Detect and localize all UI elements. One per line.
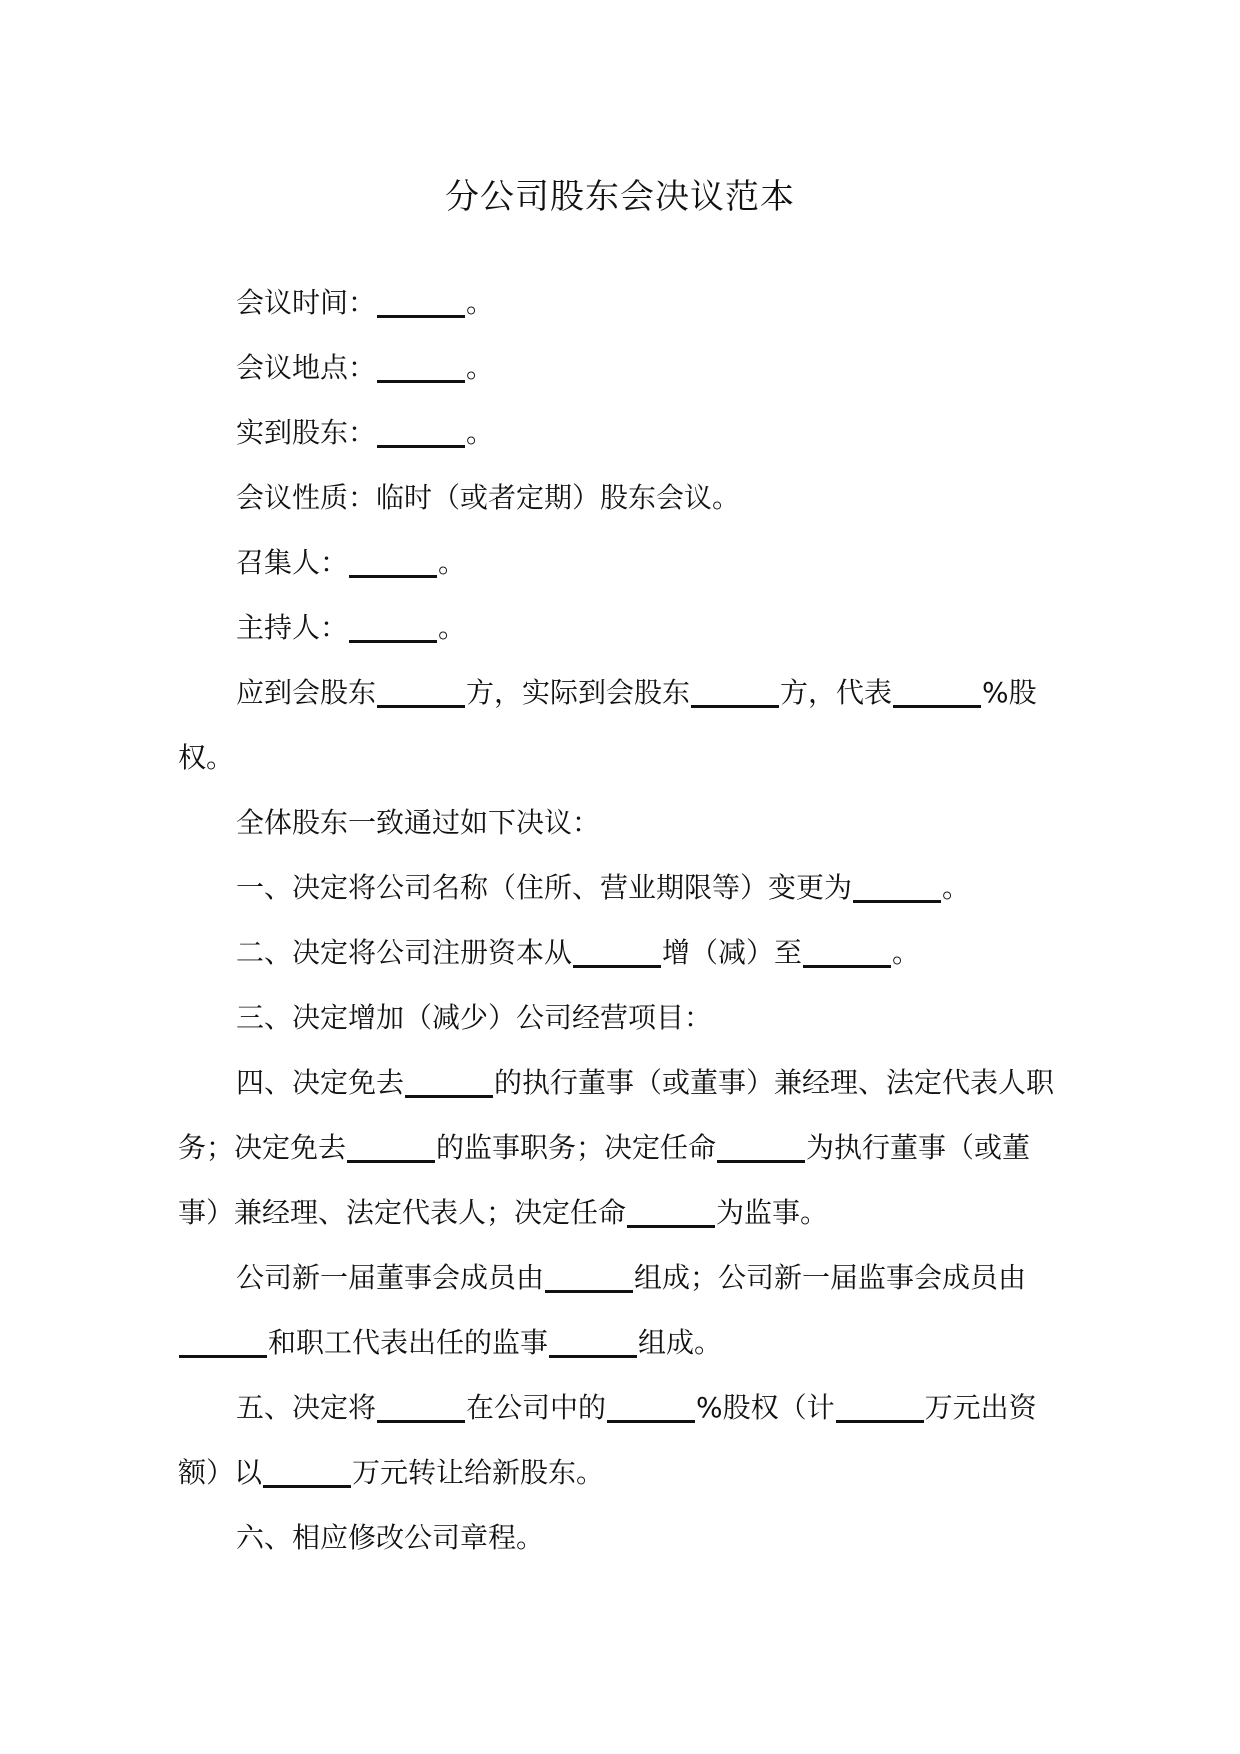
text: 实到股东： bbox=[236, 416, 377, 449]
text: 三、决定增加（减少）公司经营项目： bbox=[236, 1001, 713, 1034]
text: 方，实际到会股东 bbox=[466, 676, 691, 709]
text: 方，代表 bbox=[780, 676, 893, 709]
fill-blank bbox=[836, 1391, 924, 1423]
text: %股权。 bbox=[178, 676, 1037, 774]
resolution-intro-line bbox=[178, 790, 1068, 855]
text: 会议地点： bbox=[236, 351, 377, 384]
fill-blank bbox=[627, 1196, 715, 1228]
text: 的监事职务；决定任命 bbox=[436, 1131, 717, 1164]
fill-blank bbox=[717, 1131, 805, 1163]
text: 召集人： bbox=[236, 546, 349, 579]
document-title: 分公司股东会决议范本 bbox=[445, 177, 795, 217]
text: 万元出资额）以 bbox=[178, 1391, 1037, 1489]
resolution-item-2 bbox=[178, 920, 1068, 985]
fill-blank bbox=[545, 1261, 633, 1293]
fill-blank bbox=[349, 611, 437, 643]
text: 为监事。 bbox=[716, 1196, 829, 1229]
text: 二、决定将公司注册资本从 bbox=[236, 936, 573, 969]
text: 公司新一届董事会成员由 bbox=[236, 1261, 545, 1294]
shareholder-count-paragraph bbox=[178, 660, 1068, 790]
resolution-item-3 bbox=[178, 985, 1068, 1050]
fill-blank bbox=[179, 1326, 267, 1358]
text: 主持人： bbox=[236, 611, 349, 644]
meeting-location-line bbox=[178, 335, 1068, 400]
fill-blank bbox=[349, 546, 437, 578]
text: 应到会股东 bbox=[236, 676, 377, 709]
fill-blank bbox=[607, 1391, 695, 1423]
text: 全体股东一致通过如下决议： bbox=[236, 806, 601, 839]
text: 。 bbox=[892, 936, 921, 969]
document-body bbox=[178, 270, 1068, 1570]
fill-blank bbox=[377, 416, 465, 448]
fill-blank bbox=[377, 1391, 465, 1423]
fill-blank bbox=[263, 1456, 351, 1488]
text: 。 bbox=[466, 416, 495, 449]
resolution-item-1 bbox=[178, 855, 1068, 920]
fill-blank bbox=[549, 1326, 637, 1358]
text: 。 bbox=[438, 611, 467, 644]
text: 组成。 bbox=[638, 1326, 723, 1359]
text: 增（减）至 bbox=[662, 936, 803, 969]
host-line bbox=[178, 595, 1068, 660]
resolution-item-5 bbox=[178, 1375, 1068, 1505]
text: 会议性质：临时（或者定期）股东会议。 bbox=[236, 481, 741, 514]
fill-blank bbox=[803, 936, 891, 968]
fill-blank bbox=[405, 1066, 493, 1098]
text: 在公司中的 bbox=[466, 1391, 607, 1424]
text: 。 bbox=[466, 286, 495, 319]
attending-shareholders-line bbox=[178, 400, 1068, 465]
text: 和职工代表出任的监事 bbox=[268, 1326, 549, 1359]
text: 组成；公司新一届监事会成员由 bbox=[634, 1261, 1027, 1294]
resolution-item-6 bbox=[178, 1505, 1068, 1570]
meeting-nature-line bbox=[178, 465, 1068, 530]
text: 四、决定免去 bbox=[236, 1066, 405, 1099]
text: 万元转让给新股东。 bbox=[352, 1456, 605, 1489]
fill-blank bbox=[377, 286, 465, 318]
meeting-time-line bbox=[178, 270, 1068, 335]
fill-blank bbox=[347, 1131, 435, 1163]
text: 五、决定将 bbox=[236, 1391, 377, 1424]
fill-blank bbox=[377, 351, 465, 383]
fill-blank bbox=[377, 676, 465, 708]
text: 六、相应修改公司章程。 bbox=[236, 1521, 545, 1554]
resolution-item-4 bbox=[178, 1050, 1068, 1245]
convener-line bbox=[178, 530, 1068, 595]
text: 的执行董事（或董事）兼经理、法定代表人职务；决定免去 bbox=[178, 1066, 1055, 1164]
text: %股权（计 bbox=[696, 1391, 835, 1424]
text: 一、决定将公司名称（住所、营业期限等）变更为 bbox=[236, 871, 853, 904]
fill-blank bbox=[573, 936, 661, 968]
text: 为执行董事（或董事）兼经理、法定代表人；决定任命 bbox=[178, 1131, 1031, 1229]
fill-blank bbox=[893, 676, 981, 708]
fill-blank bbox=[853, 871, 941, 903]
text: 。 bbox=[438, 546, 467, 579]
fill-blank bbox=[691, 676, 779, 708]
board-composition-paragraph bbox=[178, 1245, 1068, 1375]
text: 会议时间： bbox=[236, 286, 377, 319]
text: 。 bbox=[942, 871, 971, 904]
text: 。 bbox=[466, 351, 495, 384]
